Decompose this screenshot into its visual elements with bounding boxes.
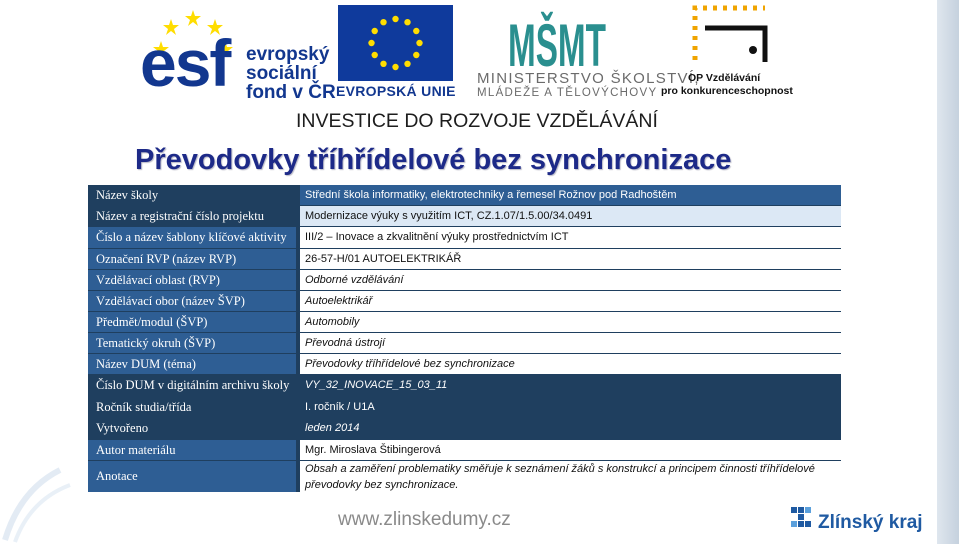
- row-value: VY_32_INOVACE_15_03_11: [300, 375, 841, 396]
- table-row: [88, 461, 841, 492]
- row-value: Převodovky tříhřídelové bez synchronizace: [300, 354, 841, 374]
- info-table: [88, 185, 841, 492]
- op-line-1: OP Vzdělávání: [688, 72, 761, 84]
- table-row: [88, 291, 841, 311]
- table-row: [88, 227, 841, 248]
- row-value: Automobily: [300, 312, 841, 332]
- row-label: Předmět/modul (ŠVP): [88, 312, 296, 332]
- row-value: Převodná ústrojí: [300, 333, 841, 353]
- row-value: 26-57-H/01 AUTOELEKTRIKÁŘ: [300, 249, 841, 269]
- row-label: Název školy: [88, 185, 296, 205]
- row-label: Autor materiálu: [88, 440, 296, 460]
- row-value: Autoelektrikář: [300, 291, 841, 311]
- table-row: [88, 440, 841, 460]
- esf-wordmark: esf: [140, 26, 230, 100]
- row-label: Anotace: [88, 461, 296, 492]
- eu-flag-icon: [338, 5, 453, 81]
- op-line-2: pro konkurenceschopnost: [661, 85, 793, 97]
- msmt-line-1: MINISTERSTVO ŠKOLSTVÍ,: [477, 70, 700, 87]
- row-value: Mgr. Miroslava Štibingerová: [300, 440, 841, 460]
- row-label: Číslo DUM v digitálním archivu školy: [88, 375, 296, 396]
- zlinsky-kraj-logo-icon: [791, 507, 811, 527]
- esf-line-1: evropský: [246, 44, 330, 65]
- op-mark-icon: [685, 0, 775, 70]
- row-label: Vzdělávací oblast (RVP): [88, 270, 296, 290]
- right-edge-bar: [937, 0, 959, 544]
- decorative-swirl-icon: [0, 430, 80, 544]
- footer-url[interactable]: www.zlinskedumy.cz: [338, 509, 511, 530]
- row-value: III/2 – Inovace a zkvalitnění výuky prostřednictvím ICT: [300, 227, 841, 248]
- row-label: Tematický okruh (ŠVP): [88, 333, 296, 353]
- table-row: [88, 249, 841, 269]
- page-title: Převodovky tříhřídelové bez synchronizace: [135, 144, 732, 176]
- row-label: Název a registrační číslo projektu: [88, 206, 296, 226]
- esf-line-2: sociální: [246, 63, 317, 84]
- msmt-mark-icon: [508, 8, 606, 70]
- esf-subtitle: [246, 45, 336, 102]
- row-label: Ročník studia/třída: [88, 397, 296, 417]
- table-row: [88, 418, 841, 439]
- row-label: Číslo a název šablony klíčové aktivity: [88, 227, 296, 248]
- table-row: [88, 333, 841, 353]
- row-value: Střední škola informatiky, elektrotechniky a řemesel Rožnov pod Radhoštěm: [300, 185, 841, 205]
- row-value: Odborné vzdělávání: [300, 270, 841, 290]
- table-row: [88, 375, 841, 396]
- row-value: I. ročník / U1A: [300, 397, 841, 417]
- svg-text:MŠMT: MŠMT: [508, 12, 606, 70]
- footer-region: Zlínský kraj: [818, 512, 923, 533]
- row-label: Označení RVP (název RVP): [88, 249, 296, 269]
- row-label: Název DUM (téma): [88, 354, 296, 374]
- annotation-text: Obsah a zaměření problematiky směřuje k seznámení žáků s konstrukcí a principem činnosti tříhřídelové převodovky bez synchronizace.: [305, 463, 815, 491]
- row-label: Vzdělávací obor (název ŠVP): [88, 291, 296, 311]
- investice-tagline: INVESTICE DO ROZVOJE VZDĚLÁVÁNÍ: [296, 110, 658, 132]
- table-row: [88, 312, 841, 332]
- row-value: Modernizace výuky s využitím ICT, CZ.1.07/1.5.00/34.0491: [300, 206, 841, 226]
- table-row: [88, 185, 841, 205]
- eu-label: EVROPSKÁ UNIE: [336, 83, 456, 99]
- table-row: [88, 397, 841, 417]
- row-label: Vytvořeno: [88, 418, 296, 439]
- row-value: [300, 461, 841, 492]
- esf-line-3: fond v ČR: [246, 82, 336, 103]
- msmt-line-2: MLÁDEŽE A TĚLOVÝCHOVY: [477, 87, 658, 99]
- table-row: [88, 206, 841, 226]
- row-value: leden 2014: [300, 418, 841, 439]
- table-row: [88, 270, 841, 290]
- table-row: [88, 354, 841, 374]
